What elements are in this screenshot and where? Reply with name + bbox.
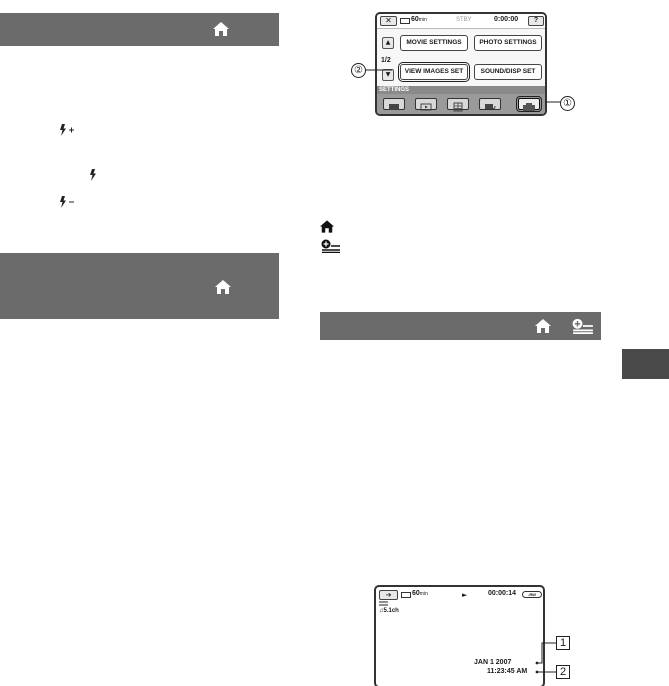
playback-screen	[374, 585, 545, 686]
menu-lines-icon	[379, 601, 389, 607]
photo-settings-button[interactable]: PHOTO SETTINGS	[474, 35, 542, 51]
sound-disp-set-button[interactable]: SOUND/DISP SET	[474, 64, 542, 80]
callout-2: ②	[351, 63, 366, 78]
flash-icon	[89, 169, 97, 183]
recording-date: JAN 1 2007	[474, 659, 512, 666]
home-icon	[215, 280, 231, 294]
option-icon	[321, 239, 341, 253]
callout-box-1: 1	[556, 636, 570, 650]
recording-status: STBY	[456, 17, 472, 23]
timecode: 0:00:00	[494, 16, 519, 23]
option-icon	[572, 318, 594, 334]
callout-leader-lines	[350, 60, 570, 110]
section-header-bar-1	[0, 13, 279, 46]
battery-icon	[401, 592, 411, 598]
category-label: SETTINGS	[379, 87, 410, 93]
battery-icon	[400, 18, 410, 24]
flash-minus-icon	[59, 196, 75, 210]
disc-badge: -RW	[522, 591, 542, 598]
chapter-edge-tab	[622, 349, 669, 379]
recording-time: 11:23:45 AM	[487, 668, 528, 675]
view-images-set-button[interactable]: VIEW IMAGES SET	[400, 64, 468, 80]
battery-time: 60min	[412, 590, 428, 597]
battery-time: 60min	[411, 16, 427, 23]
home-icon	[213, 22, 229, 36]
help-button[interactable]: ?	[528, 16, 544, 26]
section-header-bar-2	[0, 253, 279, 319]
timecode: 00:00:14	[488, 590, 517, 597]
return-button[interactable]: ➔	[379, 590, 398, 600]
audio-channel: ♫5.1ch	[379, 608, 399, 614]
home-icon	[320, 220, 334, 233]
section-header-bar-3	[320, 312, 601, 340]
play-icon: ►	[462, 591, 468, 599]
movie-settings-button[interactable]: MOVIE SETTINGS	[400, 35, 468, 51]
close-button[interactable]: ✕	[380, 16, 397, 26]
scroll-down-button[interactable]: ▼	[382, 69, 394, 81]
scroll-up-button[interactable]: ▲	[382, 37, 394, 49]
callout-1: ①	[560, 96, 575, 111]
flash-plus-icon	[59, 124, 75, 138]
page-indicator: 1/2	[381, 57, 391, 64]
callout-box-2: 2	[556, 665, 570, 679]
home-icon	[535, 319, 551, 333]
